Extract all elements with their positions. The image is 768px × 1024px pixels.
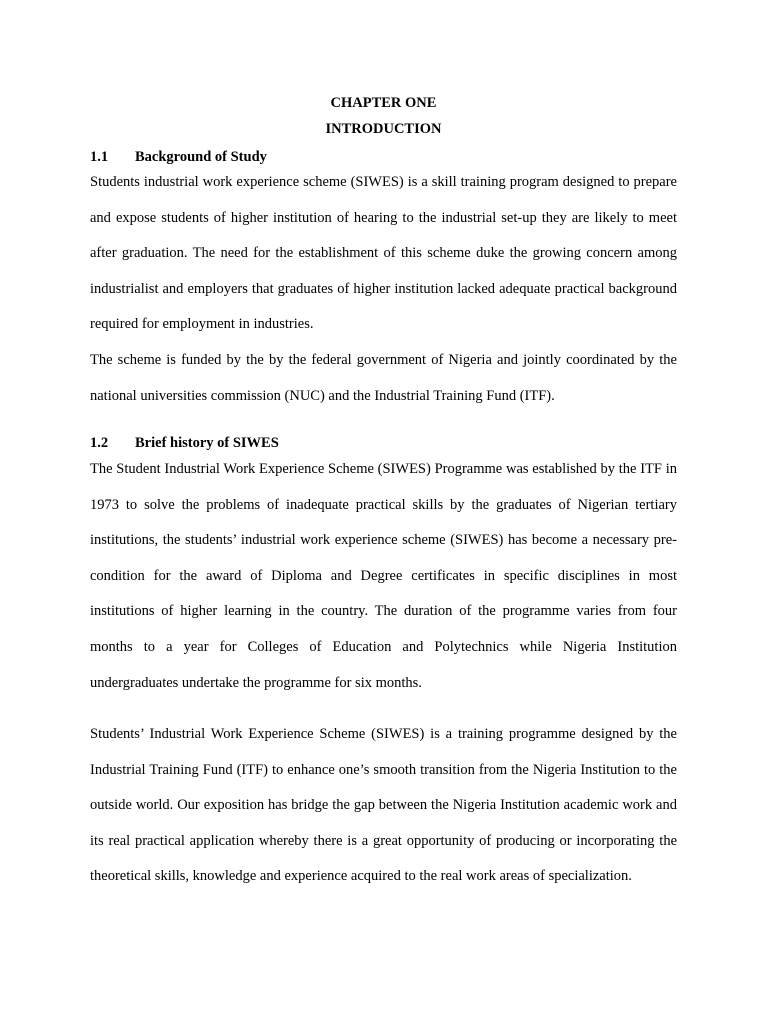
chapter-subtitle: INTRODUCTION	[325, 121, 442, 137]
paragraph-history-2: Students’ Industrial Work Experience Scheme (SIWES) is a training programme designed by the Industrial Training Fund (ITF) to enhance one’s smooth transition from the Nigeria Institution to the outside world. Our exposition has bridge the gap between the Nigeria Institution academic work and its real practical application whereby there is a great opportunity of producing or incorporating the theoretical skills, knowledge and experience acquired to the real work areas of specialization.	[90, 726, 677, 885]
document-page	[90, 0, 677, 1024]
section-heading-history	[90, 433, 677, 453]
section-heading-background	[90, 147, 677, 167]
paragraph-history-1: The Student Industrial Work Experience Scheme (SIWES) Programme was established by the ITF in 1973 to solve the problems of inadequate practical skills by the graduates of Nigerian tertiary institutions, the students’ industrial work experience scheme (SIWES) has become a necessary pre-condition for the award of Diploma and Degree certificates in specific disciplines in most institutions of higher learning in the country. The duration of the programme varies from four months to a year for Colleges of Education and Polytechnics while Nigeria Institution undergraduates undertake the programme for six months.	[90, 461, 677, 691]
section-number: 1.1	[90, 149, 109, 165]
section-title: Brief history of SIWES	[135, 435, 279, 451]
paragraph-background-1: Students industrial work experience scheme (SIWES) is a skill training program designed to prepare and expose students of higher institution of hearing to the industrial set-up they are likely to meet after graduation. The need for the establishment of this scheme duke the growing concern among industrialist and employers that graduates of higher institution lacked adequate practical background required for employment in industries.	[90, 174, 677, 333]
paragraph-background-2: The scheme is funded by the by the federal government of Nigeria and jointly coordinated by the national universities commission (NUC) and the Industrial Training Fund (ITF).	[90, 352, 677, 404]
section-number: 1.2	[90, 435, 109, 451]
chapter-title: CHAPTER ONE	[330, 95, 437, 111]
section-title: Background of Study	[135, 149, 267, 165]
